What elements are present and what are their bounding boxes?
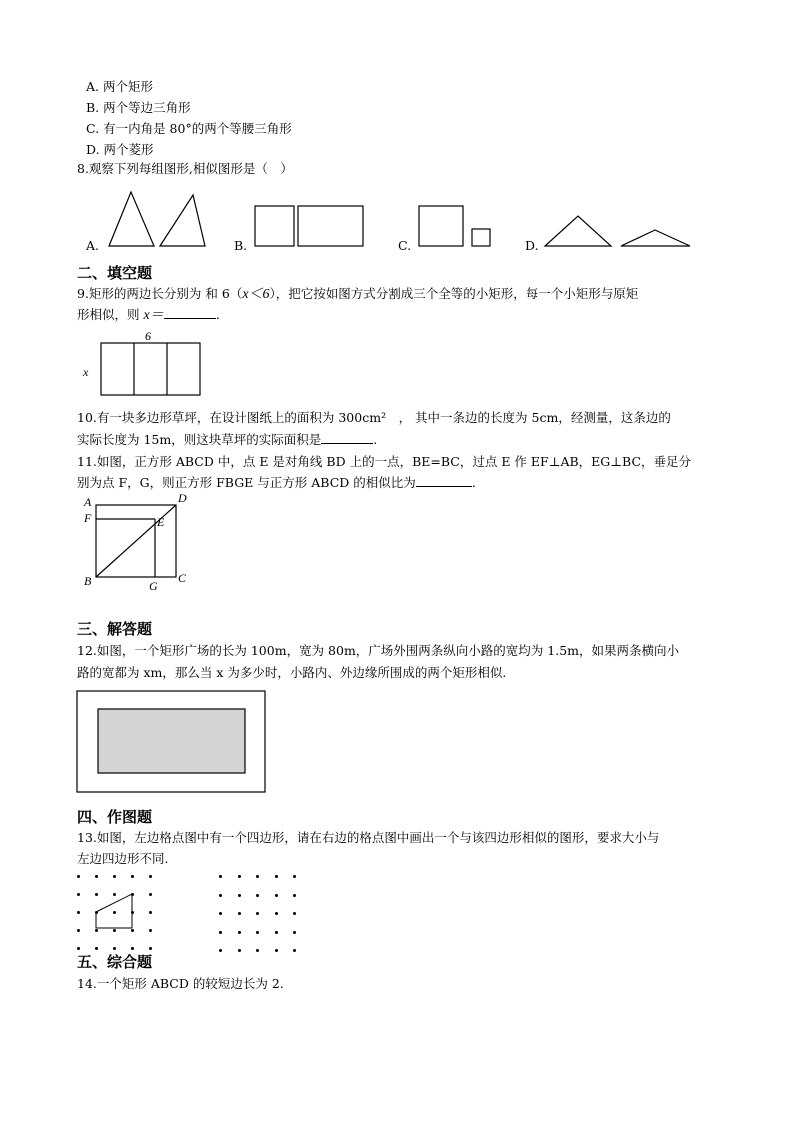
grid-dot [293, 875, 296, 878]
q8-label-a: A. [86, 238, 100, 253]
grid-dot [238, 912, 241, 915]
q11-label-c: C [178, 571, 187, 585]
small-square-c [472, 229, 490, 246]
q7-option-a: A. 两个矩形 [86, 79, 153, 94]
q11-label-f: F [84, 511, 92, 525]
grid-dot [293, 931, 296, 934]
grid-dot [256, 875, 259, 878]
grid-dot [256, 894, 259, 897]
section-fill-in-heading: 二、填空题 [77, 264, 153, 282]
q12-figure [76, 690, 268, 795]
q9-figure [78, 327, 208, 399]
grid-dot [238, 931, 241, 934]
q7-option-d: D. 两个菱形 [86, 142, 154, 157]
square-b [255, 206, 294, 246]
q10-answer-blank [321, 431, 373, 444]
q13-quad-shape [96, 894, 132, 928]
q8-stem: 8.观察下列每组图形,相似图形是（ ） [77, 161, 293, 176]
triangle-d2 [621, 230, 690, 246]
triangle-a2 [160, 195, 205, 246]
q10-line2 [77, 431, 377, 449]
grid-dot [256, 949, 259, 952]
grid-dot [238, 949, 241, 952]
q9-answer-blank [164, 306, 216, 319]
q10-line2-text: 实际长度为 15m，则这块草坪的实际面积是 [77, 432, 322, 447]
grid-dot [238, 894, 241, 897]
triangle-d1 [545, 216, 611, 246]
q9-line1 [77, 285, 638, 304]
q8-label-d: D. [525, 238, 539, 253]
grid-dot [219, 894, 222, 897]
q9-line1-start: 9.矩形的两边长分别为 和 6（ [77, 286, 243, 301]
q14-line1: 14.一个矩形 ABCD 的较短边长为 2. [77, 976, 284, 991]
q7-option-c: C. 有一内角是 80°的两个等腰三角形 [86, 121, 292, 136]
section-drawing-heading: 四、作图题 [77, 808, 153, 826]
q13-line2: 左边四边形不同. [77, 851, 169, 866]
q9-fig-label-6: 6 [145, 329, 151, 343]
q13-line1: 13.如图，左边格点图中有一个四边形，请在右边的格点图中画出一个与该四边形相似的图形，要求大小与 [77, 830, 660, 845]
q8-figure-b [250, 200, 370, 250]
q9-variable: x＝ [143, 308, 164, 323]
grid-dot [219, 912, 222, 915]
q9-line2-period: . [215, 307, 220, 322]
q8-figure-c [415, 200, 495, 250]
grid-dot [275, 875, 278, 878]
grid-dot [219, 931, 222, 934]
q10-line1: 10.有一块多边形草坪，在设计图纸上的面积为 300cm² ， 其中一条边的长度为 5cm，经测量，这条边的 [77, 410, 671, 425]
q9-line1-end: ），把它按如图方式分割成三个全等的小矩形，每一个小矩形与原矩 [269, 286, 639, 301]
grid-dot [275, 931, 278, 934]
section-solve-heading: 三、解答题 [77, 620, 153, 638]
q11-line1: 11.如图，正方形 ABCD 中，点 E 是对角线 BD 上的一点，BE=BC，过点 E 作 EF⊥AB，EG⊥BC，垂足分 [77, 454, 692, 469]
grid-dot [219, 875, 222, 878]
q11-line2-period: . [471, 475, 476, 490]
q11-answer-blank [416, 474, 472, 487]
q11-line2-text: 别为点 F，G，则正方形 FBGE 与正方形 ABCD 的相似比为 [77, 475, 416, 490]
q8-figure-d [540, 210, 700, 250]
q8-label-b: B. [234, 238, 248, 253]
q11-line2 [77, 474, 476, 492]
grid-dot [256, 931, 259, 934]
section-comprehensive-heading: 五、综合题 [77, 953, 153, 971]
grid-dot [275, 949, 278, 952]
q10-line2-period: . [373, 432, 378, 447]
q9-line2 [77, 306, 220, 325]
grid-dot [293, 894, 296, 897]
q7-option-b: B. 两个等边三角形 [86, 100, 191, 115]
grid-dot [293, 912, 296, 915]
grid-dot [219, 949, 222, 952]
q9-outer-rectangle [101, 343, 200, 395]
q11-figure [78, 491, 193, 596]
rectangle-b [298, 206, 363, 246]
q8-label-c: C. [398, 238, 412, 253]
q11-label-d: D [178, 491, 187, 505]
q11-label-a: A [84, 495, 92, 509]
q11-label-b: B [84, 574, 92, 588]
grid-dot [275, 894, 278, 897]
q8-figure-a [100, 185, 210, 250]
q12-line1: 12.如图，一个矩形广场的长为 100m，宽为 80m，广场外围两条纵向小路的宽均为 1.5m，如果两条横向小 [77, 643, 680, 658]
large-square-c [419, 206, 463, 246]
q13-quadrilateral [77, 872, 157, 952]
q9-inequality: x＜6 [242, 287, 270, 302]
q9-fig-label-x: x [83, 365, 89, 379]
q12-inner-rectangle [98, 709, 245, 773]
q11-label-g: G [149, 579, 158, 593]
grid-dot [275, 912, 278, 915]
triangle-a1 [109, 192, 154, 246]
q12-line2: 路的宽都为 xm，那么当 x 为多少时，小路内、外边缘所围成的两个矩形相似. [77, 665, 507, 680]
q9-line2-start: 形相似，则 [77, 307, 140, 322]
grid-dot [293, 949, 296, 952]
grid-dot [238, 875, 241, 878]
q11-label-e: E [157, 515, 165, 529]
grid-dot [256, 912, 259, 915]
